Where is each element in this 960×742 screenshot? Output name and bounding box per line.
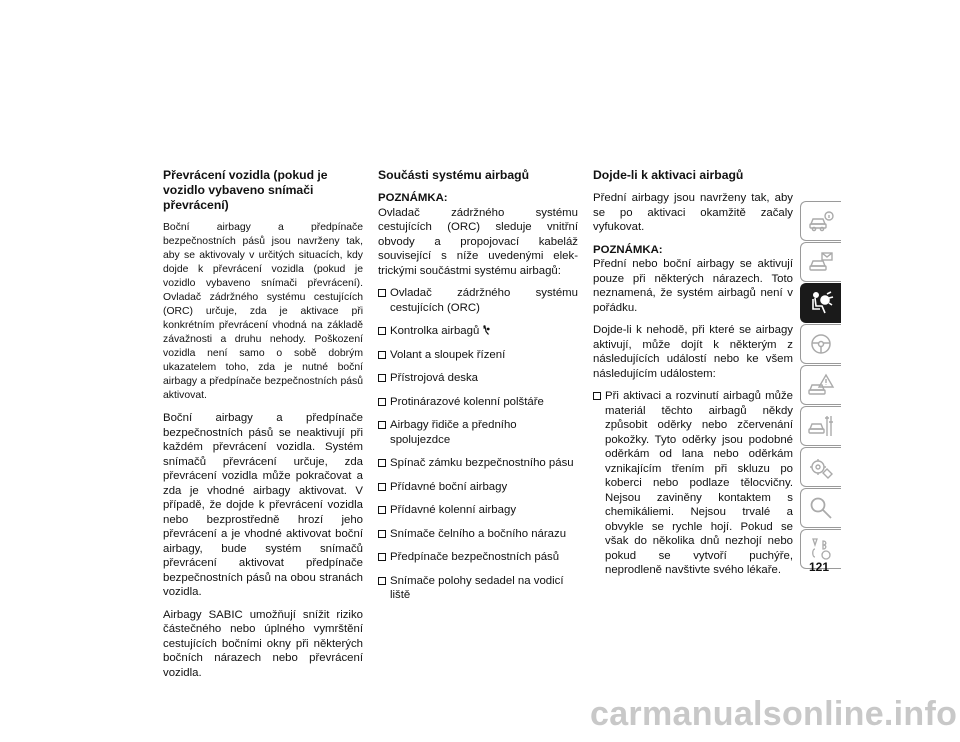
list-item-text: Protinárazové kolenní polštáře [390,395,544,408]
tab-car-envelope[interactable] [800,242,841,282]
tab-car-info[interactable] [800,201,841,241]
note-text: Ovladač zádržného systému cestujících (ORC) sleduje vnitřní obvody a propojovací kabeláž související s níže uvedenými elektrickými součástmi systému airbagů: [378,206,578,277]
list-item-text: Předpínače bezpečnostních pásů [390,551,560,563]
list-item [378,371,578,386]
column-left [163,168,363,688]
list-item-text: Přídavné boční airbagy [390,480,508,493]
list-item-text: Spínač zámku bezpečnostního pásu [390,457,574,469]
tab-car-warning[interactable] [800,365,841,405]
car-tools-icon [807,412,835,440]
list-item [378,550,578,565]
list-item-text: Snímače čelního a bočního nárazu [390,527,567,540]
section-heading-rollover: Převrácení vozidla (pokud je vozidlo vybaveno snímači převrácení) [163,168,328,212]
airbag-warning-icon [482,325,490,335]
list-item [378,286,578,315]
paragraph: Boční airbagy a předpínače bezpečnostních pásů se neaktivují při každém převrácení vozidla. Systém snímačů převrácení určuje, zda převrácení vozidla může pokračovat a zda je vhodné airbagy aktivovat. V případě, že dojde k převrácení vozidla nebo bezprostředně hrozí jeho převrácení a je vhodné aktivovat boční airbagy, bude systém snímačů převrácení aktivovat předpínače bezpečnostních pásů na obou stranách vozidla. [163,412,363,598]
tab-car-tools[interactable] [800,406,841,446]
list-item-text: Při aktivaci a rozvinutí airbagů může materiál těchto airbagů někdy způsobit oděrky nebo zčervenání pokožky. Tyto oděrky jsou podobné oděrkám od lana nebo oděrkám vznikajícím třením při skluzu po koberci nebo podlaze tělocvičny. Nejsou zaviněny kontaktem s chemikáliemi. Nejsou trvalé a obvykle se rychle hojí. Pokud se však do několika dnů nezhojí nebo pokud se vytvoří puchýře, neprodleně navštivte svého lékaře. [605,390,793,576]
paragraph: Přední airbagy jsou navrženy tak, aby se po aktivaci okamžitě začaly vyfukovat. [593,192,793,233]
airbag-seat-icon [807,289,835,317]
list-item-text: Snímače polohy sedadel na vodicí liště [390,574,564,601]
list-item [378,503,578,518]
list-item [378,418,578,447]
column-middle [378,168,578,612]
list-item [593,389,793,578]
list-item-text: Kontrolka airbagů [390,325,480,337]
gear-car-icon [807,453,835,481]
language-abc-icon [807,535,835,563]
chapter-tabs [800,201,842,570]
tab-maintenance[interactable] [800,447,841,487]
tab-steering[interactable] [800,324,841,364]
steering-wheel-icon [807,330,835,358]
note-label: POZNÁMKA: [378,192,448,204]
component-list [378,286,578,603]
magnifier-icon [807,494,835,522]
column-right [593,168,793,587]
section-heading-components: Součásti systému airbagů [378,168,530,182]
list-item [378,480,578,495]
section-heading-deployment: Dojde-li k aktivaci airbagů [593,168,744,182]
watermark: carmanualsonline.info [590,695,958,733]
tab-search[interactable] [800,488,841,528]
car-envelope-icon [807,248,835,276]
list-item [378,348,578,363]
tab-airbag-safety[interactable] [800,283,841,323]
event-list [593,389,793,578]
car-warning-icon [807,371,835,399]
list-item [378,395,578,410]
car-info-icon [807,207,835,235]
paragraph: Boční airbagy a předpínače bezpečnostních pásů jsou navrženy tak, aby se aktivovaly v určitých situacích, kdy dojde k převrácení vozidla (pokud je vozidlo vybaveno snímači převrácení). Ovladač zádržného systému cestujících (ORC) určuje, zda je aktivace při konkrétním převrácení vhodná na základě závažnosti a druhu nehody. Poškození vozidla není samo o sobě dobrým ukazatelem toho, zda je nutné boční airbagy a předpínače bezpečnostních pásů aktivovat. [163,222,363,401]
list-item-text: Přídavné kolenní airbagy [390,504,517,516]
list-item [378,527,578,542]
list-item [378,324,578,339]
note-label: POZNÁMKA: [593,243,663,256]
note-text: Přední nebo boční airbagy se aktivují pouze při některých nárazech. Toto neznamená, že systém airbagů není v pořádku. [593,258,793,314]
list-item-text: Ovladač zádržného systému cestujících (ORC) [390,287,578,314]
list-item [378,574,578,603]
list-item-text: Přístrojová deska [390,372,478,384]
list-item-text: Volant a sloupek řízení [390,348,506,361]
paragraph: Dojde-li k nehodě, při které se airbagy aktivují, může dojít k některým z následujících událostí nebo ke všem následujícím událostem: [593,324,793,380]
list-item [378,456,578,471]
page-number: 121 [808,560,830,574]
paragraph: Airbagy SABIC umožňují snížit riziko částečného nebo úplného vymrštění cestujících bočními okny při některých bočních nárazech nebo převrácení vozidla. [163,608,363,679]
list-item-text: Airbagy řidiče a předního spolujezdce [390,419,517,446]
